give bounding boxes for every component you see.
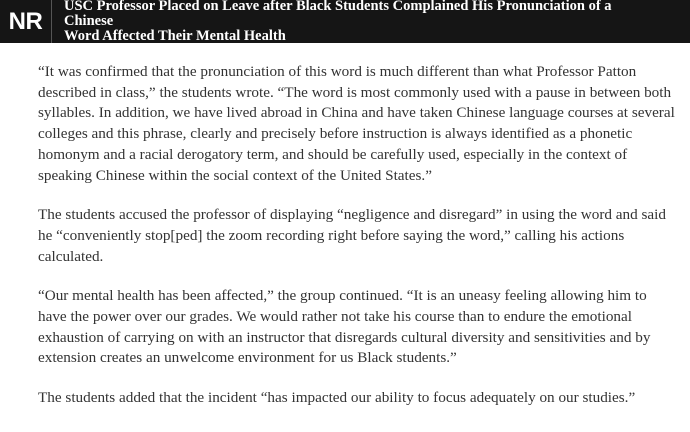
nr-logo[interactable]: NR xyxy=(0,0,52,43)
paragraph-2: The students accused the professor of displaying “negligence and disregard” in using the word and said he “conveniently stop[ped] the zoom recording right before saying the word,” calling his actions calculated. xyxy=(38,206,666,265)
paragraph-4: The students added that the incident “has impacted our ability to focus adequately on our studies.” xyxy=(38,389,636,407)
headline-line-2: Word Affected Their Mental Health xyxy=(64,28,286,44)
paragraph-3: “Our mental health has been affected,” the group continued. “It is an uneasy feeling allowing him to have the power over our grades. We would rather not take his course than to endure the emotional exhaustion of carrying on with an instructor that disregards cultural diversity and sensitivities and by extension creates an unwelcome environment for us Black students.” xyxy=(38,287,651,367)
article-body xyxy=(38,62,678,409)
header-bar xyxy=(0,0,690,43)
headline[interactable] xyxy=(64,0,664,44)
paragraph-1: “It was confirmed that the pronunciation of this word is much different than what Professor Patton described in class,” the students wrote. “The word is most commonly used with a pause in between both syllables. In addition, we have lived abroad in China and have taken Chinese language courses at several colleges and this phrase, clearly and precisely before instruction is always identified as a phonetic homonym and a racial derogatory term, and should be carefully used, especially in the context of speaking Chinese within the social context of the United States.” xyxy=(38,63,675,184)
headline-line-1: USC Professor Placed on Leave after Black Students Complained His Pronunciation of a Chinese xyxy=(64,0,612,29)
